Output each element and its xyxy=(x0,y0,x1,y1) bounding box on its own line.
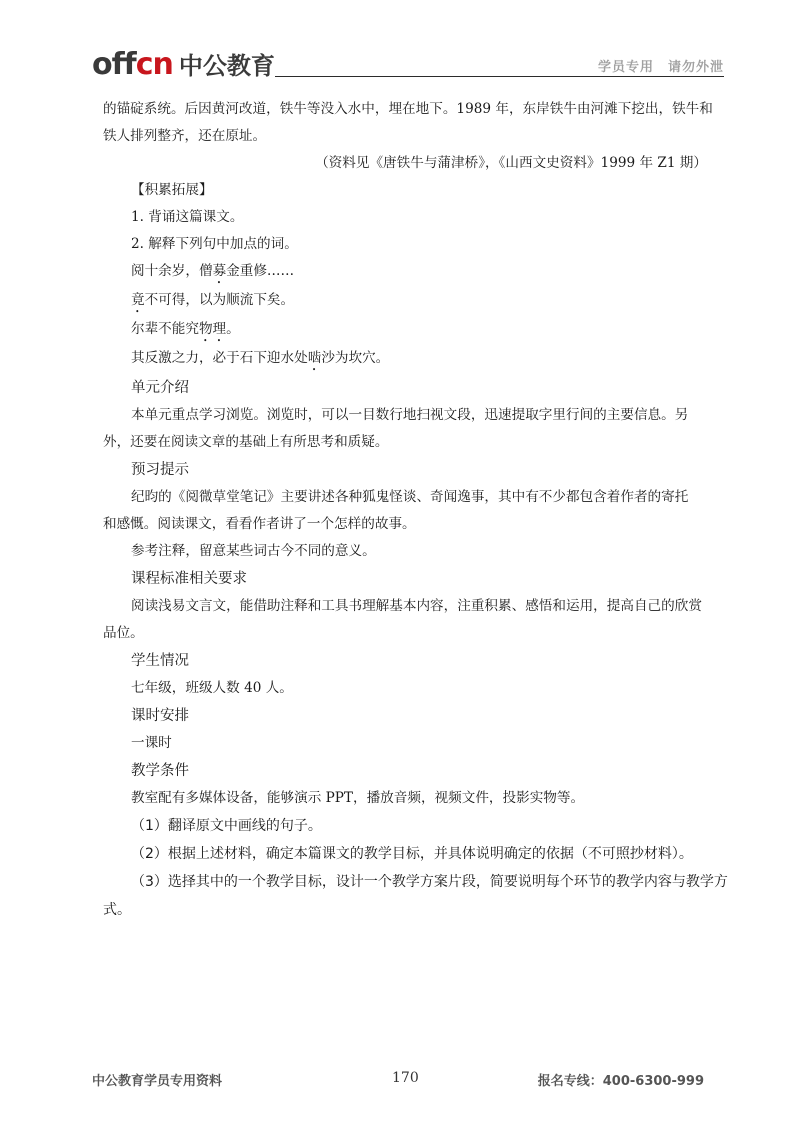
example-sentence: 尔辈不能究物理。 xyxy=(131,321,240,337)
extension-item: 2. 解释下列句中加点的词。 xyxy=(131,236,298,252)
section-heading: 课程标准相关要求 xyxy=(131,571,247,587)
page-header xyxy=(92,40,724,82)
header-divider xyxy=(275,76,724,77)
section-heading: 课时安排 xyxy=(131,708,189,724)
body-line: 纪昀的《阅微草堂笔记》主要讲述各种狐鬼怪谈、奇闻逸事，其中有不少都包含着作者的寄托 xyxy=(131,489,689,505)
body-line: 参考注释，留意某些词古今不同的意义。 xyxy=(131,543,376,559)
example-sentence: 其反激之力，必于石下迎水处啮沙为坎穴。 xyxy=(131,350,390,366)
preview-section xyxy=(103,456,723,565)
extension-section xyxy=(103,177,723,374)
question-item: （3）选择其中的一个教学目标，设计一个教学方案片段，简要说明每个环节的教学内容与教学方 xyxy=(131,874,728,890)
question-item-continuation: 式。 xyxy=(103,902,131,918)
body-line: 外，还要在阅读文章的基础上有所思考和质疑。 xyxy=(103,434,389,450)
conditions-section xyxy=(103,757,723,812)
body-line: 和感慨。阅读课文，看看作者讲了一个怎样的故事。 xyxy=(103,516,416,532)
logo-wordmark: offcn xyxy=(92,47,173,82)
example-sentence: 竟不可得，以为顺流下矣。 xyxy=(131,292,295,308)
extension-item: 1. 背诵这篇课文。 xyxy=(131,209,244,225)
section-heading: 教学条件 xyxy=(131,763,189,779)
passage-line: 的锚碇系统。后因黄河改道，铁牛等没入水中，埋在地下。1989 年，东岸铁牛由河滩下挖出，铁牛和 xyxy=(103,101,713,117)
footer-hotline: 报名专线：400-6300-999 xyxy=(537,1074,704,1089)
extension-title: 【积累拓展】 xyxy=(131,182,213,198)
dotted-word: 募 xyxy=(212,263,227,279)
dotted-word: 啮 xyxy=(307,350,322,366)
section-heading: 预习提示 xyxy=(131,462,189,478)
students-section xyxy=(103,647,723,702)
question-item: （1）翻译原文中画线的句子。 xyxy=(131,818,322,834)
unit-intro-section xyxy=(103,374,723,456)
notice-students-only: 学员专用 xyxy=(597,60,654,75)
section-heading: 学生情况 xyxy=(131,653,189,669)
body-line: 本单元重点学习浏览。浏览时，可以一目数行地扫视文段，迅速提取字里行间的主要信息。另 xyxy=(131,407,689,423)
body-line: 一课时 xyxy=(131,735,172,751)
notice-no-distribution: 请勿外泄 xyxy=(667,60,724,75)
dotted-word: 竟 xyxy=(131,292,145,308)
footer-label: 中公教育学员专用资料 xyxy=(92,1074,223,1089)
questions-section xyxy=(103,812,728,924)
body-line: 阅读浅易文言文，能借助注释和工具书理解基本内容，注重积累、感悟和运用，提高自己的欣赏 xyxy=(131,598,702,614)
schedule-section xyxy=(103,702,723,757)
header-notice xyxy=(584,56,724,75)
body-line: 品位。 xyxy=(103,625,144,641)
body-line: 教室配有多媒体设备，能够演示 PPT，播放音频，视频文件，投影实物等。 xyxy=(131,790,585,806)
body-line: 七年级，班级人数 40 人。 xyxy=(131,680,293,696)
page-content xyxy=(103,96,728,924)
example-sentence: 阅十余岁，僧募金重修…… xyxy=(131,263,295,279)
question-item: （2）根据上述材料，确定本篇课文的教学目标，并具体说明确定的依据（不可照抄材料）。 xyxy=(131,846,693,862)
source-citation: （资料见《唐铁牛与蒲津桥》，《山西文史资料》1999 年 Z1 期） xyxy=(315,155,707,171)
logo-chinese-name: 中公教育 xyxy=(178,52,275,80)
section-heading: 单元介绍 xyxy=(131,380,189,396)
offcn-logo xyxy=(92,46,275,82)
page-number: 170 xyxy=(392,1070,419,1086)
passage-line: 铁人排列整齐，还在原址。 xyxy=(103,128,267,144)
passage-continuation xyxy=(103,96,723,177)
curriculum-standard-section xyxy=(103,565,723,647)
dotted-word: 物理 xyxy=(198,321,227,337)
